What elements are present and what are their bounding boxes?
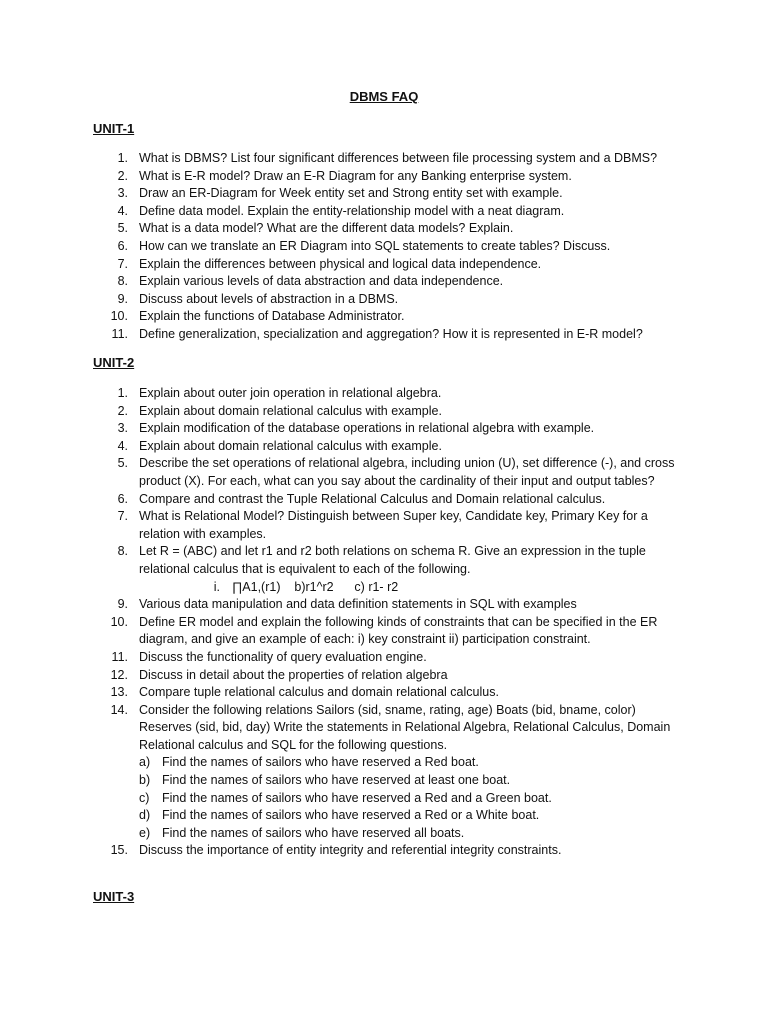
question-text: How can we translate an ER Diagram into SQL statements to create tables? Discuss. bbox=[139, 238, 611, 253]
list-item bbox=[0, 238, 768, 256]
item-number: 2. bbox=[117, 403, 128, 418]
item-number: 4. bbox=[117, 203, 128, 218]
sub-item-text: ∏A1,(r1) b)r1^r2 c) r1- r2 bbox=[232, 579, 399, 594]
item-number: 11. bbox=[111, 649, 128, 664]
question-text: Discuss in detail about the properties of relation algebra bbox=[139, 667, 448, 682]
sub-item-text: Find the names of sailors who have reserved all boats. bbox=[162, 825, 465, 840]
item-number: 14. bbox=[110, 702, 128, 717]
list-item bbox=[0, 842, 768, 860]
list-item bbox=[0, 702, 768, 755]
sub-list-item bbox=[0, 790, 768, 808]
list-item bbox=[0, 508, 768, 543]
item-number: 10. bbox=[110, 309, 128, 324]
question-text: Explain about domain relational calculus with example. bbox=[139, 438, 442, 453]
list-item bbox=[0, 596, 768, 614]
sub-item-letter: d) bbox=[139, 808, 151, 823]
question-text: Explain modification of the database operations in relational algebra with example. bbox=[139, 421, 595, 436]
question-text: Explain about outer join operation in relational algebra. bbox=[139, 386, 442, 400]
question-text: Discuss the importance of entity integrity and referential integrity constraints. bbox=[139, 843, 562, 858]
question-text: Explain various levels of data abstraction and data independence. bbox=[139, 274, 504, 289]
list-item bbox=[0, 649, 768, 667]
sub-list-item bbox=[0, 772, 768, 790]
question-text: Compare tuple relational calculus and domain relational calculus. bbox=[139, 685, 499, 700]
unit-2-heading: UNIT-2 bbox=[93, 355, 135, 370]
sub-item-letter: c) bbox=[139, 790, 150, 805]
item-number: 5. bbox=[117, 456, 128, 471]
item-number: 2. bbox=[117, 168, 128, 183]
question-text: Compare and contrast the Tuple Relational Calculus and Domain relational calculus. bbox=[139, 491, 606, 506]
sub-item-letter: a) bbox=[139, 755, 151, 770]
question-text: What is E-R model? Draw an E-R Diagram for any Banking enterprise system. bbox=[139, 168, 572, 183]
question-text: Draw an ER-Diagram for Week entity set and Strong entity set with example. bbox=[139, 186, 563, 201]
sub-list-item bbox=[0, 825, 768, 843]
list-item bbox=[0, 614, 768, 649]
sub-item-letter: b) bbox=[139, 773, 151, 788]
question-text: Explain the differences between physical and logical data independence. bbox=[139, 256, 542, 271]
list-item bbox=[0, 291, 768, 309]
item-number: 1. bbox=[117, 386, 128, 400]
item-number: 3. bbox=[117, 421, 128, 436]
question-text: Define data model. Explain the entity-relationship model with a neat diagram. bbox=[139, 203, 565, 218]
list-item bbox=[0, 684, 768, 702]
sub-item-text: Find the names of sailors who have reserved a Red boat. bbox=[162, 755, 479, 770]
page-title: DBMS FAQ bbox=[349, 89, 419, 104]
list-item bbox=[0, 667, 768, 685]
list-item bbox=[0, 256, 768, 274]
question-text: Explain the functions of Database Administrator. bbox=[139, 309, 405, 324]
question-text: Various data manipulation and data definition statements in SQL with examples bbox=[139, 597, 577, 612]
sub-item-number: i. bbox=[213, 579, 220, 594]
list-item bbox=[0, 185, 768, 203]
unit-2-question-list bbox=[0, 385, 768, 860]
question-text: Discuss about levels of abstraction in a DBMS. bbox=[139, 291, 399, 306]
unit-3-heading: UNIT-3 bbox=[93, 889, 135, 904]
item-number: 4. bbox=[117, 438, 128, 453]
list-item bbox=[0, 273, 768, 291]
sub-list-item bbox=[0, 579, 768, 597]
sub-item-text: Find the names of sailors who have reserved a Red or a White boat. bbox=[162, 808, 540, 823]
list-item bbox=[0, 203, 768, 221]
list-item bbox=[0, 491, 768, 509]
item-number: 13. bbox=[110, 685, 128, 700]
question-text: What is Relational Model? Distinguish between Super key, Candidate key, Primary Key for a relation with examples. bbox=[139, 509, 648, 541]
question-text: What is DBMS? List four significant differences between file processing system and a DBMS? bbox=[139, 151, 658, 165]
list-item bbox=[0, 150, 768, 168]
list-item bbox=[0, 326, 768, 344]
question-text: Let R = (ABC) and let r1 and r2 both relations on schema R. Give an expression in the tuple relational calculus that is equivalent to each of the following. bbox=[139, 544, 646, 576]
item-number: 9. bbox=[117, 291, 128, 306]
question-text: Explain about domain relational calculus with example. bbox=[139, 403, 442, 418]
item-number: 8. bbox=[117, 274, 128, 289]
item-number: 11. bbox=[111, 326, 128, 341]
item-number: 7. bbox=[117, 256, 128, 271]
sub-list-item bbox=[0, 807, 768, 825]
list-item bbox=[0, 403, 768, 421]
list-item bbox=[0, 220, 768, 238]
item-number: 8. bbox=[117, 544, 128, 559]
list-item bbox=[0, 385, 768, 403]
sub-item-text: Find the names of sailors who have reserved a Red and a Green boat. bbox=[162, 790, 552, 805]
sub-list-item bbox=[0, 754, 768, 772]
list-item bbox=[0, 543, 768, 578]
item-number: 1. bbox=[117, 151, 128, 165]
item-number: 10. bbox=[110, 614, 128, 629]
list-item bbox=[0, 455, 768, 490]
list-item bbox=[0, 308, 768, 326]
list-item bbox=[0, 168, 768, 186]
item-number: 6. bbox=[117, 491, 128, 506]
item-number: 7. bbox=[117, 509, 128, 524]
item-number: 5. bbox=[117, 221, 128, 236]
list-item bbox=[0, 438, 768, 456]
question-text: What is a data model? What are the different data models? Explain. bbox=[139, 221, 514, 236]
list-item bbox=[0, 420, 768, 438]
sub-item-letter: e) bbox=[139, 825, 151, 840]
item-number: 3. bbox=[117, 186, 128, 201]
sub-item-text: Find the names of sailors who have reserved at least one boat. bbox=[162, 773, 511, 788]
item-number: 9. bbox=[117, 597, 128, 612]
unit-1-heading: UNIT-1 bbox=[93, 121, 135, 136]
item-number: 6. bbox=[117, 238, 128, 253]
unit-1-question-list bbox=[0, 150, 768, 344]
item-number: 15. bbox=[110, 843, 128, 858]
question-text: Define ER model and explain the following kinds of constraints that can be specified in the ER diagram, and give an example of each: i) key constraint ii) participation constraint. bbox=[139, 614, 658, 647]
item-number: 12. bbox=[110, 667, 128, 682]
question-text: Describe the set operations of relational algebra, including union (U), set difference (-), and cross product (X). For each, what can you say about the cardinality of their input and output tables? bbox=[139, 456, 675, 488]
question-text: Consider the following relations Sailors (sid, sname, rating, age) Boats (bid, bname, color) Reserves (sid, bid, day) Write the statements in Relational Algebra, Relational Calculus, Domain Relational calculus and SQL for the following questions. bbox=[139, 702, 671, 752]
question-text: Discuss the functionality of query evaluation engine. bbox=[139, 649, 427, 664]
question-text: Define generalization, specialization and aggregation? How it is represented in E-R model? bbox=[139, 326, 643, 341]
